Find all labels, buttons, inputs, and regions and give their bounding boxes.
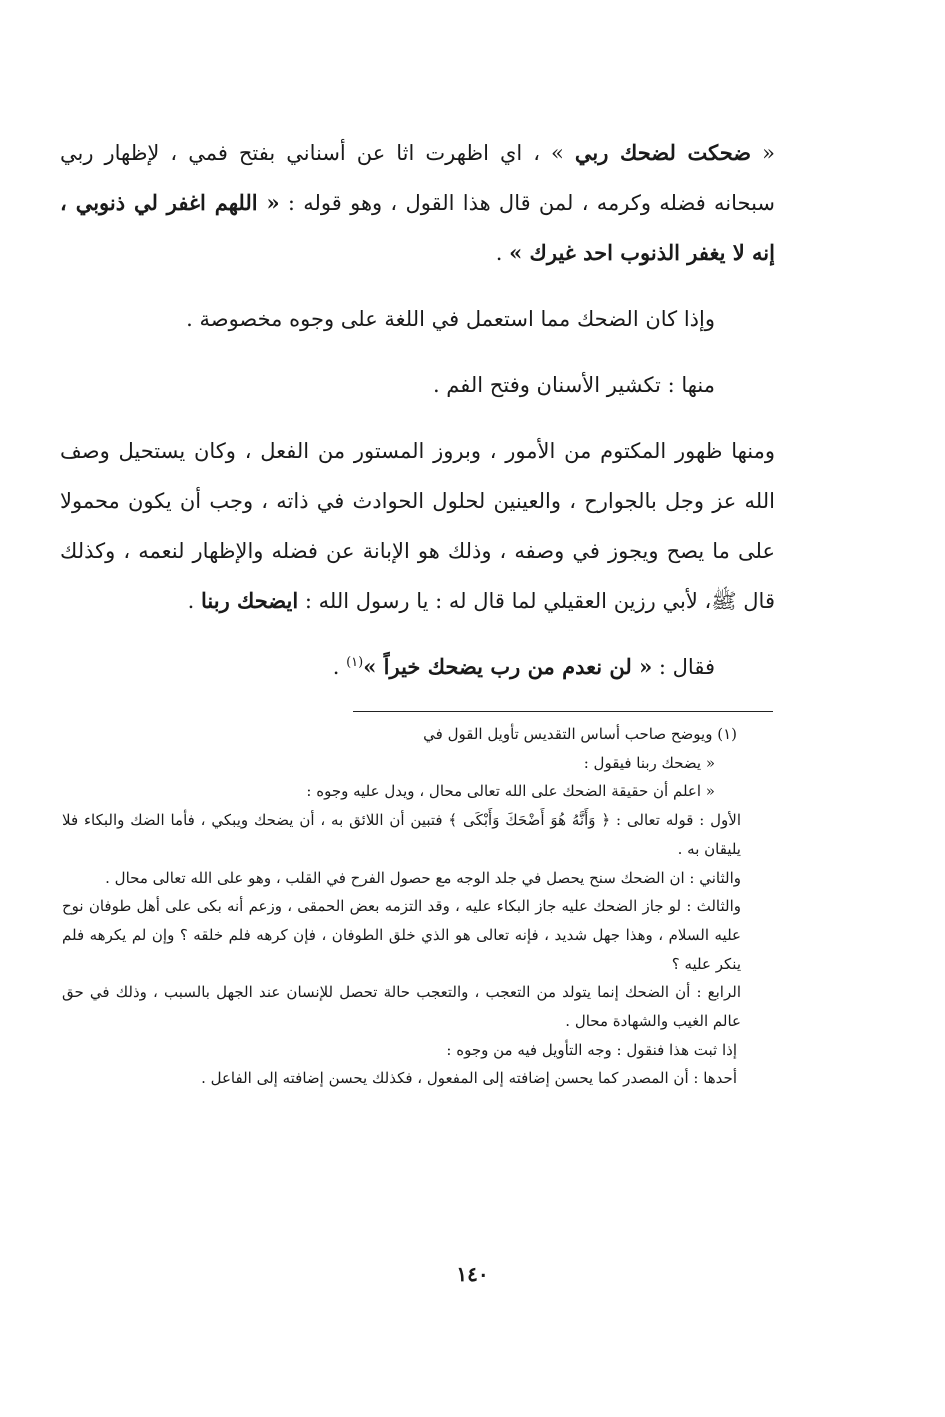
bold-prayer: « اللهم اغفر لي ذنوبي ، إنه لا يغفر الذنوب احد غيرك » (60, 190, 775, 265)
footnote-line: إذا ثبت هذا فنقول : وجه التأويل فيه من وجوه : (446, 1040, 737, 1059)
paragraph-lead: فقال : (652, 655, 715, 679)
paragraph-3 (60, 360, 775, 410)
bold-hadith: « لن نعدم من رب يضحك خيراً » (363, 654, 653, 679)
footnote-line: أحدها : أن المصدر كما يحسن إضافته إلى المفعول ، فكذلك يحسن إضافته إلى الفاعل . (201, 1069, 737, 1088)
footnote-line: (١) ويوضح صاحب أساس التقديس تأويل القول في (423, 725, 737, 743)
footnote-separator (353, 711, 773, 712)
bold-phrase: ضحكت لضحك ربي (574, 140, 752, 165)
paragraph-text: » ، اي اظهرت اثا عن أسناني بفتح فمي ، لإظهار ربي سبحانه فضله وكرمه ، لمن قال هذا القول ، وهو قوله : (60, 141, 776, 215)
footnote-line: والثاني : ان الضحك سنح يحصل في جلد الوجه مع حصول الفرح في القلب ، وهو على الله تعالى محال . (105, 868, 741, 887)
main-text (60, 128, 775, 692)
paragraph-end: . (495, 241, 510, 265)
paragraph-end: . (332, 655, 347, 679)
footnote-line: الأول : قوله تعالى : ﴿ وَأَنَّهُ هُوَ أَضْحَكَ وَأَبْكَى ﴾ فتبين أن اللائق به ، أن يضحك ويبكي ، فأما الضك والبكاء فلا يليقان به . (62, 811, 741, 858)
bold-question: ايضحك ربنا (201, 588, 299, 613)
footnote-line: والثالث : لو جاز الضحك عليه جاز البكاء عليه ، وقد التزمه بعض الحمقى ، وزعم أنه بكى على أهل طوفان نوح عليه السلام ، وهذا جهل شديد ، فإنه تعالى هو الذي خلق الطوفان ، فإن كرهه فلم خلقه ؟ وإن لم يكرهه فلم ينكر عليه ؟ (62, 897, 741, 973)
paragraph-text: منها : تكشير الأسنان وفتح الفم . (432, 373, 715, 397)
page-number: ١٤٠ (456, 1262, 489, 1286)
footnotes (62, 720, 741, 1093)
paragraph-text: وإذا كان الضحك مما استعمل في اللغة على وجوه مخصوصة . (186, 307, 715, 331)
quote-open: « (751, 141, 775, 165)
footnote-line: « اعلم أن حقيقة الضحك على الله تعالى محال ، ويدل عليه وجوه : (306, 782, 715, 801)
paragraph-end: . (187, 589, 201, 613)
footnote-reference[interactable]: (١) (346, 655, 364, 670)
paragraph-5 (60, 642, 775, 692)
paragraph-2 (60, 294, 775, 344)
footnote-line: « يضحك ربنا فيقول : (583, 753, 715, 772)
paragraph-4 (60, 426, 775, 626)
paragraph-text: ومنها ظهور المكتوم من الأمور ، وبروز المستور من الفعل ، وكان يستحيل وصف الله عز وجل بالجوارح ، والعينين لحلول الحوادث في ذاته ، وجب أن يكون محمولا على ما يصح ويجوز في وصفه ، وذلك هو الإبانة عن فضله والإظهار لنعمه ، وكذلك قال ﷺ، لأبي رزين العقيلي لما قال له : يا رسول الله : (60, 439, 775, 613)
footnote-line: الرابع : أن الضحك إنما يتولد من التعجب ، والتعجب حالة تحصل للإنسان عند الجهل بالسبب ، وذلك في حق عالم الغيب والشهادة محال . (62, 983, 741, 1031)
paragraph-1 (60, 128, 775, 278)
